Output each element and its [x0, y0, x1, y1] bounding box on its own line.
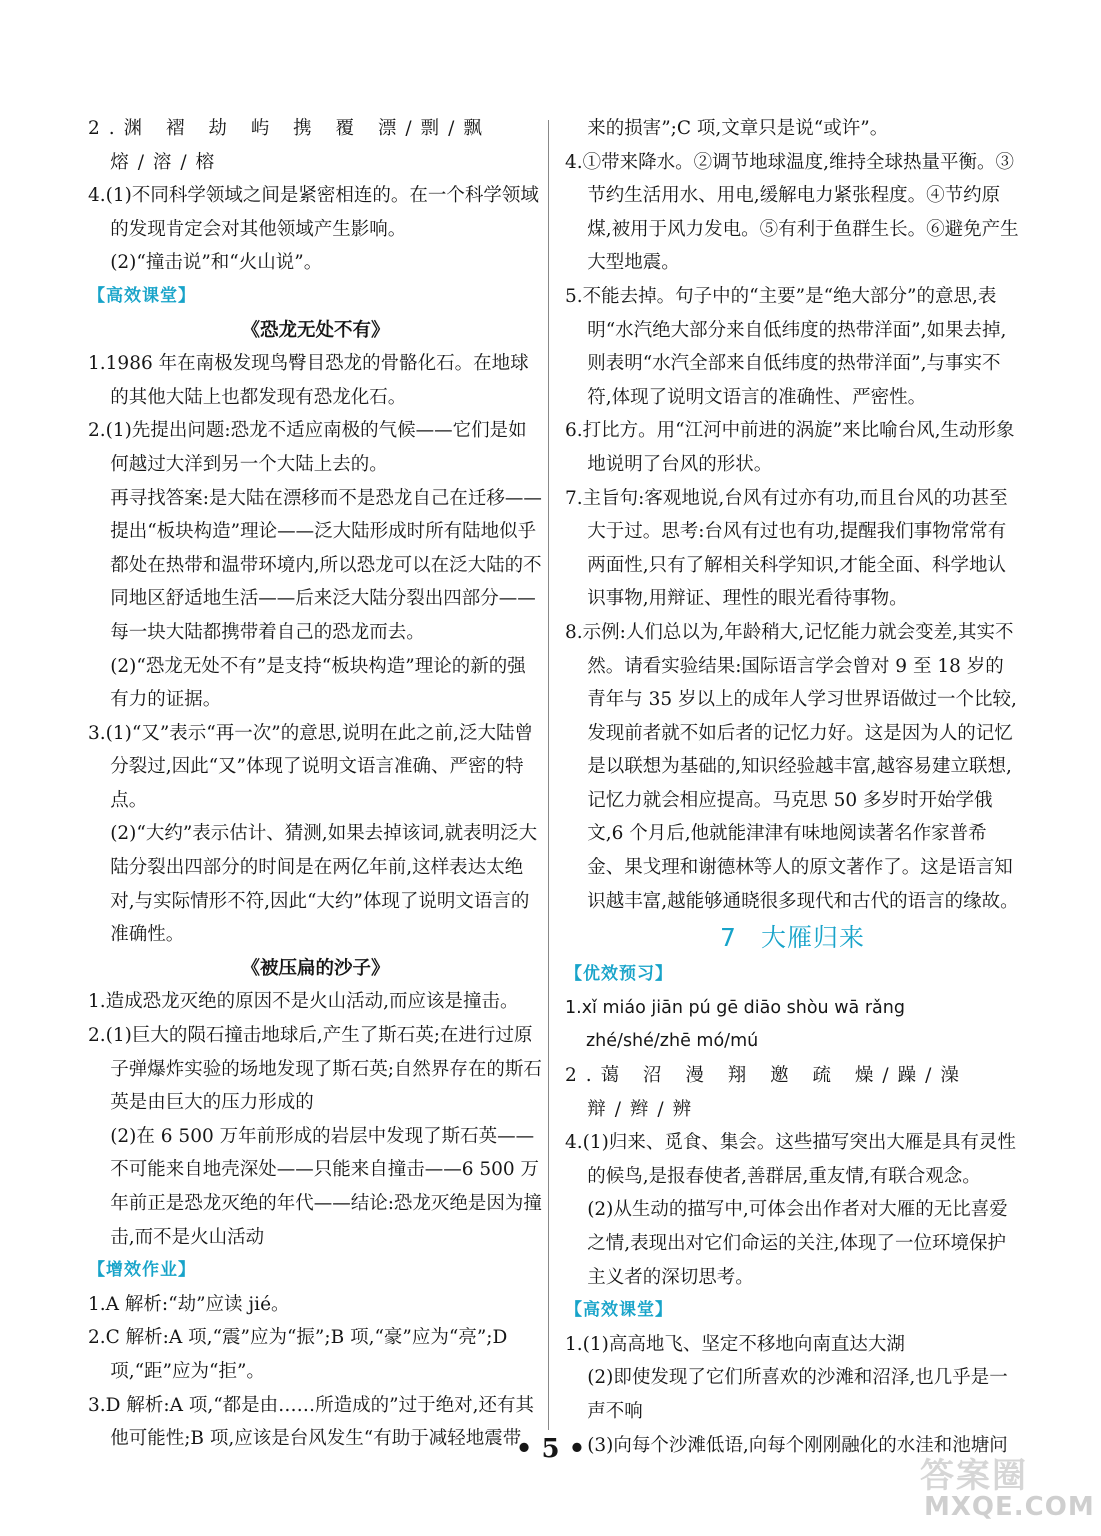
page-number: • 5 •	[515, 1434, 586, 1464]
answer-4-1: 4.(1)不同科学领域之间是紧密相连的。在一个科学领域的发现肯定会对其他领域产生影响。	[88, 185, 539, 240]
homework-answer-3-cont: 来的损害”;C 项,文章只是说“或许”。	[587, 118, 889, 139]
sand-answer-2-2: (2)在 6 500 万年前形成的岩层中发现了斯石英——不可能来自地壳深处——只能来自撞击——6 500 万年前正是恐龙灭绝的年代——结论:恐龙灭绝是因为撞击,而不是火山活动	[110, 1125, 542, 1248]
article-title-sand: 《被压扁的沙子》	[241, 957, 390, 979]
article-title-dinosaurs: 《恐龙无处不有》	[241, 319, 390, 341]
section-heading-efficient-class-2: 【高效课堂】	[565, 1300, 673, 1321]
dino-answer-3-2: (2)“大约”表示估计、猜测,如果去掉该词,就表明泛大陆分裂出四部分的时间是在两亿年前,这样表达太绝对,与实际情形不符,因此“大约”体现了说明文语言的准确性。	[110, 823, 538, 946]
sand-answer-2-1: 2.(1)巨大的陨石撞击地球后,产生了斯石英;在进行过原子弹爆炸实验的场地发现了斯石英;自然界存在的斯石英是由巨大的压力形成的	[88, 1025, 542, 1114]
watermark-logo	[920, 1448, 1095, 1528]
preview-answer-1-pinyin-cont: zhé/shé/zhē mó/mú	[586, 1031, 759, 1052]
answer-2-characters: 2.渊 褶 劫 屿 携 覆 漂/剽/飘 熔/溶/榕	[88, 118, 491, 173]
dino-answer-2-1: 2.(1)先提出问题:恐龙不适应南极的气候——它们是如何越过大洋到另一个大陆上去的。	[88, 420, 527, 475]
class-answer-1-3: (3)向每个沙滩低语,向每个刚刚融化的水洼和池塘问	[587, 1434, 1008, 1456]
chapter-number: 7	[720, 923, 737, 953]
homework-answer-4: 4.①带来降水。②调节地球温度,维持全球热量平衡。③节约生活用水、用电,缓解电力紧张程度。④节约原煤,被用于风力发电。⑤有利于鱼群生长。⑥避免产生大型地震。	[565, 151, 1019, 274]
homework-answer-8: 8.示例:人们总以为,年龄稍大,记忆能力就会变差,其实不然。请看实验结果:国际语言学会曾对 9 至 18 岁的青年与 35 岁以上的成年人学习世界语做过一个比较,发现前者就不如后者的记忆力好。这是因为人的记忆是以联想为基础的,知识经验越丰富,越容易建立联想,记忆力就会相应提高。马克思 50 多岁时开始学俄文,6 个月后,他就能津津有味地阅读著名作家普希金、果戈理和谢德林等人的原文著作了。这是语言知识越丰富,越能够通晓很多现代和古代的语言的缘故。	[565, 621, 1019, 912]
preview-answer-1-pinyin: 1.xǐ miáo jiān pú gē diāo shòu wā rǎng	[565, 997, 905, 1018]
section-heading-homework: 【增效作业】	[88, 1260, 196, 1281]
class-answer-1-2: (2)即使发现了它们所喜欢的沙滩和沼泽,也几乎是一声不响	[587, 1367, 1008, 1422]
watermark-text: 答案圈	[920, 1456, 1028, 1496]
column-divider	[548, 120, 549, 1430]
homework-answer-7: 7.主旨句:客观地说,台风有过亦有功,而且台风的功甚至大于过。思考:台风有过也有功,提醒我们事物常常有两面性,只有了解相关科学知识,才能全面、科学地认识事物,用辩证、理性的眼光看待事物。	[565, 487, 1008, 610]
left-column	[88, 112, 543, 1456]
homework-answer-5: 5.不能去掉。句子中的“主要”是“绝大部分”的意思,表明“水汽绝大部分来自低纬度的热带洋面”,如果去掉,则表明“水汽全部来自低纬度的热带洋面”,与事实不符,体现了说明文语言的准确性、严密性。	[565, 285, 1007, 408]
preview-answer-4-1: 4.(1)归来、觅食、集会。这些描写突出大雁是具有灵性的候鸟,是报春使者,善群居,重友情,有联合观念。	[565, 1132, 1016, 1187]
preview-answer-4-2: (2)从生动的描写中,可体会出作者对大雁的无比喜爱之情,表现出对它们命运的关注,体现了一位环境保护主义者的深切思考。	[587, 1199, 1008, 1288]
homework-answer-2: 2.C 解析:A 项,“震”应为“振”;B 项,“豪”应为“亮”;D 项,“距”应为“拒”。	[88, 1327, 508, 1382]
chapter-heading	[565, 918, 1020, 958]
answer-4-2: (2)“撞击说”和“火山说”。	[110, 252, 323, 274]
dino-answer-3-1: 3.(1)“又”表示“再一次”的意思,说明在此之前,泛大陆曾分裂过,因此“又”体现了说明文语言准确、严密的特点。	[88, 722, 533, 811]
preview-answer-2-characters: 2.蔼 沼 漫 翔 邀 疏 燥/躁/澡 辩/辫/辨	[565, 1065, 968, 1120]
watermark-url: MXQE.COM	[924, 1492, 1095, 1522]
right-column	[565, 112, 1020, 1462]
homework-answer-1: 1.A 解析:“劫”应读 jié。	[88, 1293, 290, 1315]
homework-answer-6: 6.打比方。用“江河中前进的涡旋”来比喻台风,生动形象地说明了台风的形状。	[565, 420, 1015, 475]
dino-answer-1: 1.1986 年在南极发现鸟臀目恐龙的骨骼化石。在地球的其他大陆上也都发现有恐龙化石。	[88, 353, 529, 408]
section-heading-efficient-class: 【高效课堂】	[88, 285, 196, 306]
class-answer-1-1: 1.(1)高高地飞、坚定不移地向南直达大湖	[565, 1333, 905, 1355]
homework-answer-3: 3.D 解析:A 项,“都是由……所造成的”过于绝对,还有其他可能性;B 项,应该是台风发生“有助于减轻地震带	[88, 1394, 535, 1450]
sand-answer-1: 1.造成恐龙灭绝的原因不是火山活动,而应该是撞击。	[88, 991, 519, 1013]
dino-answer-2-2: (2)“恐龙无处不有”是支持“板块构造”理论的新的强有力的证据。	[110, 655, 526, 711]
chapter-title: 大雁归来	[760, 923, 865, 953]
section-heading-preview: 【优效预习】	[565, 964, 673, 985]
dino-answer-2-1-cont: 再寻找答案:是大陆在漂移而不是恐龙自己在迁移——提出“板块构造”理论——泛大陆形成时所有陆地似乎都处在热带和温带环境内,所以恐龙可以在泛大陆的不同地区舒适地生活——后来泛大陆分裂出四部分——每一块大陆都携带着自己的恐龙而去。	[110, 487, 542, 643]
